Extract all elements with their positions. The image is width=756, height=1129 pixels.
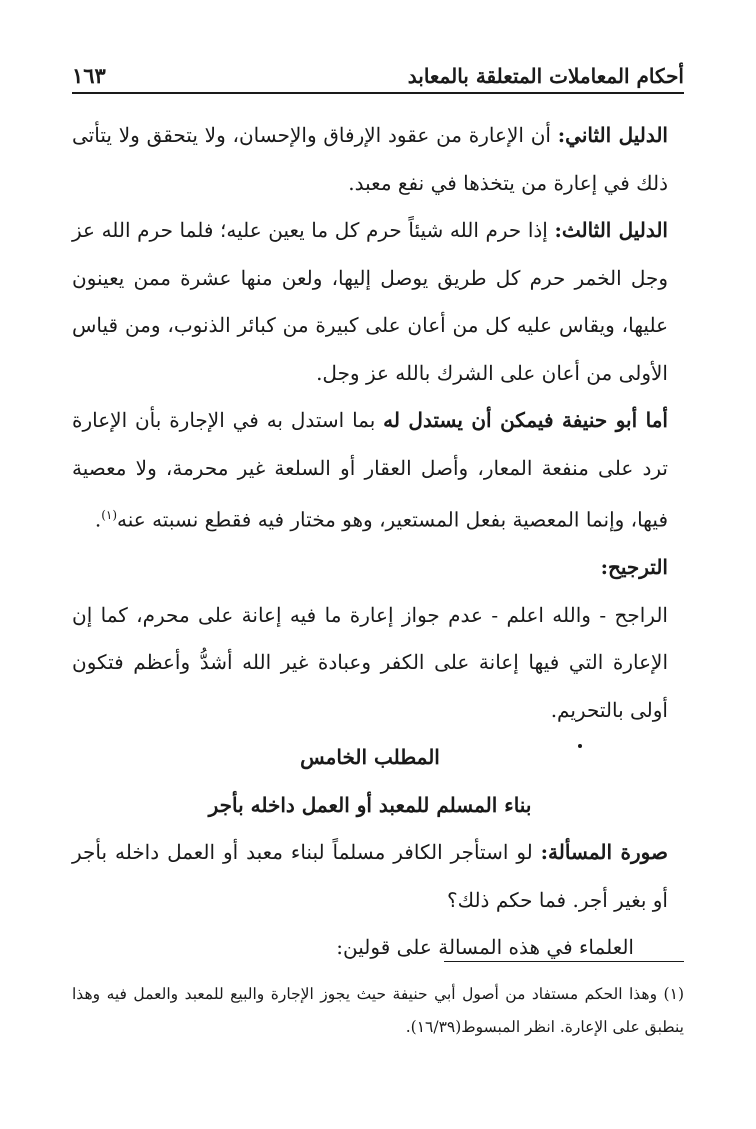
paragraph-issue <box>72 829 668 924</box>
tarjih-heading: الترجيح: <box>600 555 668 580</box>
paragraph-text: إذا حرم الله شيئاً حرم كل ما يعين عليه؛ فلما حرم الله عز وجل الخمر حرم كل طريق يوصل إليها، ولعن منها عشرة ممن يعينون عليها، ويقاس عليه كل من أعان على كبيرة من كبائر الذنوب، ومن قياس الأولى من أعان على الشرك بالله عز وجل. <box>72 218 668 385</box>
paragraph-label: الدليل الثالث: <box>554 218 668 242</box>
paragraph-text: بما استدل به في الإجارة بأن الإعارة ترد على منفعة المعار، وأصل العقار أو السلعة غير محرمة، ولا معصية فيها، وإنما المعصية بفعل المستعير، وهو مختار فيه فقطع نسبته عنه <box>72 408 668 532</box>
stray-dot <box>578 744 582 748</box>
page-header <box>72 52 684 94</box>
main-text <box>72 112 668 972</box>
paragraph-text: أن الإعارة من عقود الإرفاق والإحسان، ولا يتحقق ولا يتأتى ذلك في إعارة من يتخذها في نفع معبد. <box>72 123 668 195</box>
paragraph-second-evidence <box>72 112 668 207</box>
section-title: بناء المسلم للمعبد أو العمل داخله بأجر <box>208 792 532 817</box>
page-number: ١٦٣ <box>72 63 106 88</box>
paragraph-scholars: العلماء في هذه المسالة على قولين: <box>336 935 634 960</box>
paragraph-abu-hanifa <box>72 397 668 544</box>
paragraph-third-evidence <box>72 207 668 397</box>
paragraph-label: صورة المسألة: <box>540 840 668 865</box>
footnote-divider <box>444 961 684 962</box>
paragraph-label: الدليل الثاني: <box>557 123 668 147</box>
paragraph-label: أما أبو حنيفة فيمكن أن يستدل له <box>383 408 668 432</box>
section-heading: المطلب الخامس <box>300 745 440 770</box>
footnote: (١) وهذا الحكم مستفاد من أصول أبي حنيفة حيث يجوز الإجارة والبيع للمعبد والعمل فيه وهذا ينطبق على الإعارة. انظر المبسوط(١٦/٣٩). <box>72 985 684 1036</box>
paragraph-tarjih: الراجح - والله اعلم - عدم جواز إعارة ما فيه إعانة على محرم، كما إن الإعارة التي فيها إعانة على الكفر وعبادة غير الله أشدُّ وأعظم فتكون أولى بالتحريم. <box>72 602 668 722</box>
footnote-reference[interactable]: (١) <box>101 508 118 522</box>
paragraph-end: . <box>94 507 102 532</box>
running-title: أحكام المعاملات المتعلقة بالمعابد <box>407 64 684 88</box>
paragraph-text: لو استأجر الكافر مسلماً لبناء معبد أو العمل داخله بأجر أو بغير أجر. فما حكم ذلك؟ <box>72 840 668 912</box>
